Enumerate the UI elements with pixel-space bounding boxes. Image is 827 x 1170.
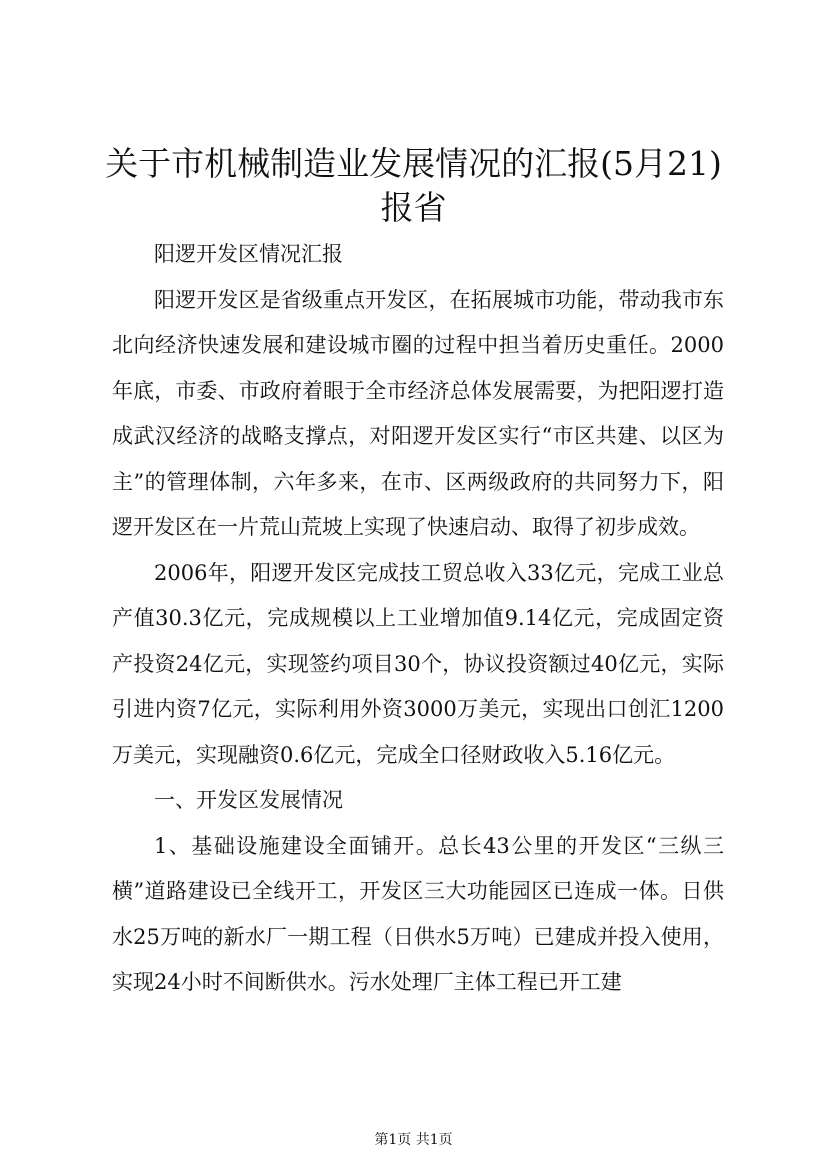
document-body [112, 232, 724, 1006]
paragraph-infrastructure: 1、基础设施建设全面铺开。总长43公里的开发区“三纵三横”道路建设已全线开工，开发区三大功能园区已连成一体。日供水25万吨的新水厂一期工程（日供水5万吨）已建成并投入使用，实现24小时不间断供水。污水处理厂主体工程已开工建 [112, 833, 724, 994]
paragraph-intro: 阳逻开发区是省级重点开发区，在拓展城市功能，带动我市东北向经济快速发展和建设城市圈的过程中担当着历史重任。2000年底，市委、市政府着眼于全市经济总体发展需要，为把阳逻打造成武汉经济的战略支撑点，对阳逻开发区实行“市区共建、以区为主”的管理体制，六年多来，在市、区两级政府的共同努力下，阳逻开发区在一片荒山荒坡上实现了快速启动、取得了初步成效。 [112, 287, 724, 539]
document-title: 关于市机械制造业发展情况的汇报(5月21)报省 [105, 144, 722, 227]
page-footer [0, 1130, 827, 1150]
paragraph-subtitle: 阳逻开发区情况汇报 [154, 242, 343, 266]
page-number-label: 第1页 共1页 [374, 1132, 453, 1148]
section-heading: 一、开发区发展情况 [154, 788, 343, 812]
paragraph-statistics: 2006年，阳逻开发区完成技工贸总收入33亿元，完成工业总产值30.3亿元，完成规模以上工业增加值9.14亿元，完成固定资产投资24亿元，实现签约项目30个，协议投资额过40亿元，实际引进内资7亿元，实际利用外资3000万美元，实现出口创汇1200万美元，实现融资0.6亿元，完成全口径财政收入5.16亿元。 [112, 560, 724, 767]
